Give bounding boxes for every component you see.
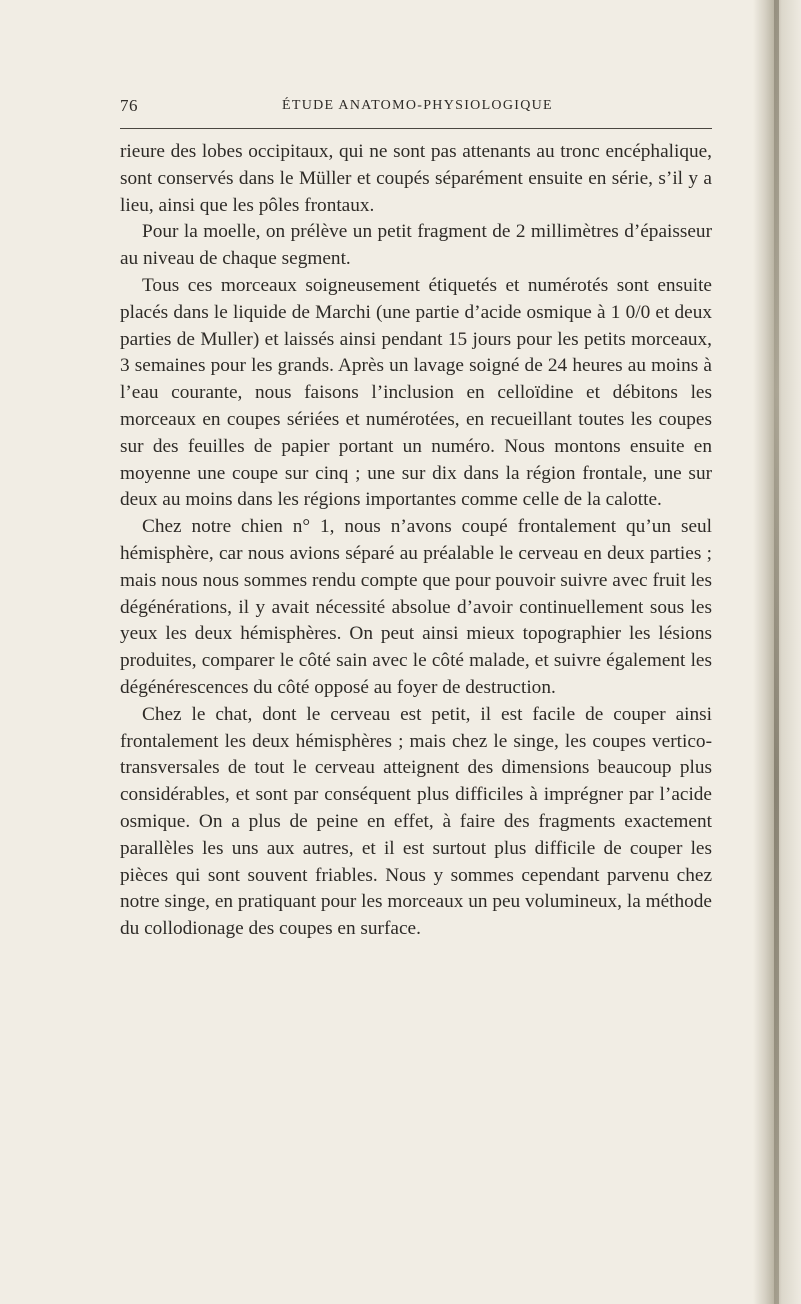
paragraph: Chez notre chien n° 1, nous n’avons coupé frontalement qu’un seul hémisphère, car nous avions séparé au préalable le cerveau en deux parties ; mais nous nous sommes rendu compte que pour pouvoir suivre avec fruit les dégénérations, il y avait nécessité absolue d’avoir continuellement sous les yeux les deux hémisphères. On peut ainsi mieux topographier les lésions produites, comparer le côté sain avec le côté malade, et suivre également les dégénérescences du côté opposé au foyer de destruction. [120,516,712,698]
header-rule [120,128,712,129]
paragraph: Tous ces morceaux soigneusement étiquetés et numérotés sont ensuite placés dans le liquide de Marchi (une partie d’acide osmique à 1 0/0 et deux parties de Muller) et laissés ainsi pendant 15 jours pour les petits morceaux, 3 semaines pour les grands. Après un lavage soigné de 24 heures au moins à l’eau courante, nous faisons l’inclusion en celloïdine et débitons les morceaux en coupes sériées et numérotées, en recueillant toutes les coupes sur des feuilles de papier portant un numéro. Nous montons ensuite en moyenne une coupe sur cinq ; une sur dix dans la région frontale, une sur deux au moins dans les régions importantes comme celle de la calotte. [120,274,712,511]
running-header [120,96,710,124]
paragraph: Chez le chat, dont le cerveau est petit, il est facile de couper ainsi frontalement les deux hémisphères ; mais chez le singe, les coupes vertico-transversales de tout le cerveau atteignent des dimensions beaucoup plus considérables, et sont par conséquent plus difficiles à imprégner par l’acide osmique. On a plus de peine en effet, à faire des fragments exactement parallèles les uns aux autres, et il est surtout plus difficile de couper les pièces qui sont souvent friables. Nous y sommes cependant parvenu chez notre singe, en pratiquant pour les morceaux un peu volumineux, la méthode du collodionage des coupes en surface. [120,703,712,940]
binding-edge [774,0,779,1304]
body-text [120,139,712,943]
page-number: 76 [120,96,138,115]
running-title: ÉTUDE ANATOMO-PHYSIOLOGIQUE [282,98,553,113]
paragraph: rieure des lobes occipitaux, qui ne sont pas attenants au tronc encéphalique, sont conservés dans le Müller et coupés séparément ensuite en série, s’il y a lieu, ainsi que les pôles frontaux. [120,141,712,216]
paragraph: Pour la moelle, on prélève un petit fragment de 2 millimètres d’épaisseur au niveau de chaque segment. [120,221,712,270]
